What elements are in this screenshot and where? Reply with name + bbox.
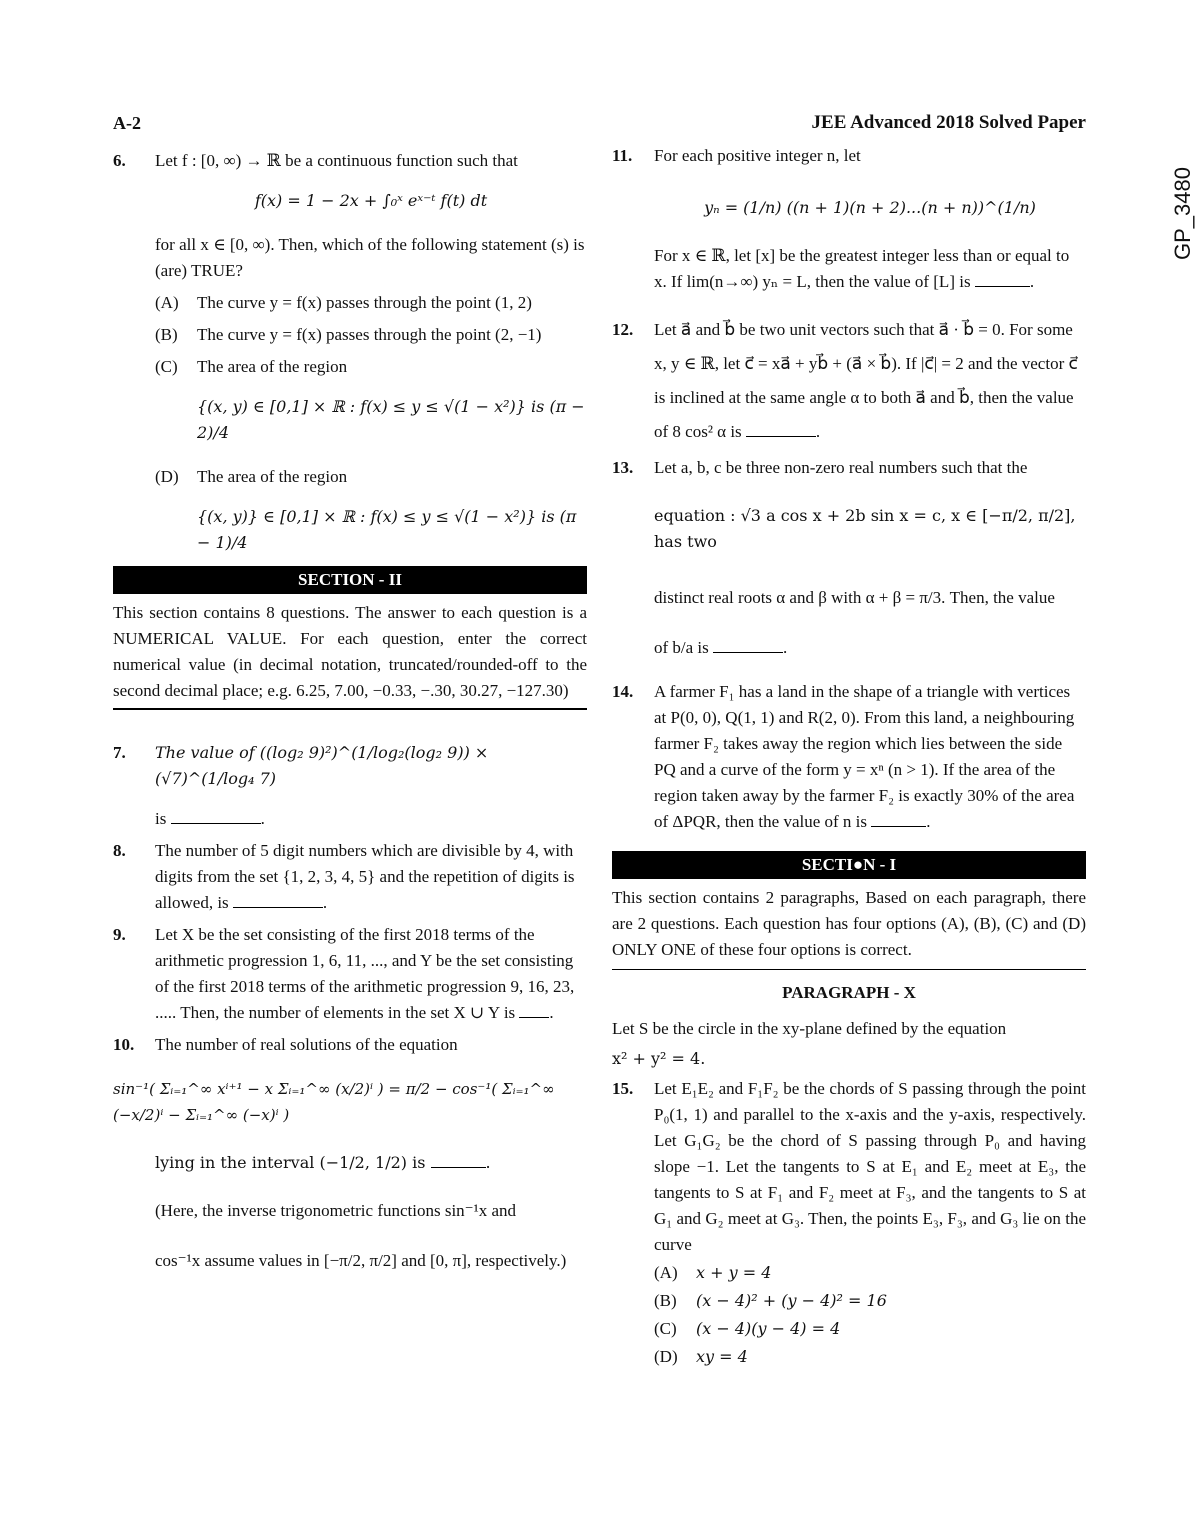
question-text: A farmer F₁ has a land in the shape of a triangle with vertices at P(0, 0), Q(1, 1) and R(2, 0). From this land, a neighbouring farmer F₂ takes away the region which lies between the side PQ and a curve of the form y = xⁿ (n > 1). If the area of the region taken away by the farmer F₂ is exactly 30% of the area of ΔPQR, then the value of n is [654,682,1075,831]
option-text: (x − 4)² + (y − 4)² = 16 [696,1291,887,1310]
answer-blank [871,812,926,827]
question-10 [113,1032,587,1058]
question-7 [113,740,587,832]
question-text: The number of real solutions of the equation [155,1035,458,1054]
note-line: (Here, the inverse trigonometric functions sin⁻¹x and [155,1201,517,1220]
question-13 [612,455,1086,661]
option-text: The curve y = f(x) passes through the point (1, 2) [197,293,532,312]
interval-text: lying in the interval (−1/2, 1/2) is . [155,1153,491,1172]
question-10-continuation [113,1150,587,1274]
option-label: (C) [654,1319,677,1338]
note-line: cos⁻¹x assume values in [−π/2, π/2] and [0, π], respectively.) [155,1251,567,1270]
question-number: 11. [612,146,633,165]
equation: f(x) = 1 − 2x + ∫₀ˣ eˣ⁻ᵗ f(t) dt [254,191,488,210]
answer-blank [171,809,261,824]
option-text: xy = 4 [696,1347,748,1366]
option-c [155,354,587,446]
question-15 [612,1076,1086,1370]
option-label: (C) [155,357,178,376]
region-expression: {(x, y) ∈ [0,1] × ℝ : f(x) ≤ y ≤ √(1 − x²)} is (π − 2)/4 [197,397,585,442]
option-d [654,1344,1086,1370]
question-text: Let X be the set consisting of the first 2018 terms of the arithmetic progression 1, 6, 11, ..., and Y be the set consisting of the first 2018 terms of the arithmetic progression 9, 16, 23, ..... Then, the number of elements in the set X ∪ Y is [155,925,575,1022]
answer-line: is . [155,809,265,828]
interval-label: lying in the interval (−1/2, 1/2) is [155,1153,426,1172]
paragraph-text: Let S be the circle in the xy-plane defined by the equation [612,1019,1007,1038]
question-number: 10. [113,1035,135,1054]
option-label: (D) [654,1347,678,1366]
question-stem: Let a, b, c be three non-zero real numbers such that the [654,458,1028,477]
option-a [155,290,587,316]
option-b [155,322,587,348]
option-text: The area of the region [197,357,348,376]
section-heading: SECTI●N - I [612,851,1086,879]
document-code: GP_3480 [1170,167,1195,260]
option-text: The area of the region [197,467,348,486]
right-column [612,143,1086,1376]
answer-blank [713,638,783,653]
page-number: A-2 [113,113,141,133]
question-number: 13. [612,458,634,477]
question-stem: For each positive integer n, let [654,146,861,165]
left-column [113,148,587,1274]
option-label: (A) [654,1263,678,1282]
option-b [654,1288,1086,1314]
answer-blank [431,1153,486,1168]
question-number: 15. [612,1079,634,1098]
question-text: The number of 5 digit numbers which are divisible by 4, with digits from the set {1, 2, 3, 4, 5} and the repetition of digits is allowed, is [155,841,575,912]
paragraph-equation: x² + y² = 4. [612,1049,706,1068]
question-12: 12. Let a⃗ and b⃗ be two unit vectors such that a⃗ · b⃗ = 0. For some x, y ∈ ℝ, let c⃗ = xa⃗ + yb⃗ + (a⃗ × b⃗). If |c⃗| = 2 and the vector c⃗ is inclined at the same angle α to both a⃗ and b⃗, then the value of 8 cos² α is . [612,313,1086,449]
section-heading: SECTION - II [113,566,587,594]
question-number: 6. [113,151,126,170]
question-text: of b/a is [654,638,709,657]
option-d [155,464,587,556]
question-number: 8. [113,841,126,860]
option-label: (B) [155,325,178,344]
region-expression: {(x, y)} ∈ [0,1] × ℝ : f(x) ≤ y ≤ √(1 − x²)} is (π − 1)/4 [197,507,577,552]
answer-blank [746,422,816,437]
answer-blank [233,893,323,908]
question-text: for all x ∈ [0, ∞). Then, which of the following statement (s) is (are) TRUE? [155,235,585,280]
question-number: 12. [612,320,634,339]
section-instructions: This section contains 8 questions. The answer to each question is a NUMERICAL VALUE. For each question, enter the correct numerical value (in decimal notation, truncated/rounded-off to the second decimal place; e.g. 6.25, 7.00, −0.33, −.30, 30.27, −127.30) [113,600,587,710]
question-14: 14. A farmer F₁ has a land in the shape of a triangle with vertices at P(0, 0), Q(1, 1) and R(2, 0). From this land, a neighbouring farmer F₂ takes away the region which lies between the side PQ and a curve of the form y = xⁿ (n > 1). If the area of the region taken away by the farmer F₂ is exactly 30% of the area of ΔPQR, then the value of n is . [612,679,1086,835]
option-label: (A) [155,293,179,312]
paragraph-title: PARAGRAPH - X [782,983,916,1002]
option-text: x + y = 4 [696,1263,772,1282]
option-label: (B) [654,1291,677,1310]
question-text: distinct real roots α and β with α + β = π/3. Then, the value [654,588,1055,607]
question-stem: Let f : [0, ∞) → ℝ be a continuous function such that [155,151,518,170]
option-text: (x − 4)(y − 4) = 4 [696,1319,841,1338]
question-text: is [155,809,167,828]
equation: equation : √3 a cos x + 2b sin x = c, x ∈ [−π/2, π/2], has two [654,506,1076,551]
question-text: Let E₁E₂ and F₁F₂ be the chords of S passing through the point P₀(1, 1) and parallel to the x-axis and the y-axis, respectively. Let G₁G₂ be the chord of S passing through P₀ and having slope −1. Let the tangents to S at E₁ and E₂ meet at E₃, the tangents to S at F₁ and F₂ meet at F₃, and the tangents to S at G₁ and G₂ meet at G₃. Then, the points E₃, F₃, and G₃ lie on the curve [654,1079,1086,1254]
answer-line: of b/a is . [654,638,788,657]
question-number: 7. [113,743,126,762]
question-8: 8. The number of 5 digit numbers which are divisible by 4, with digits from the set {1, 2, 3, 4, 5} and the repetition of digits is allowed, is . [113,838,587,916]
option-label: (D) [155,467,179,486]
equation: sin⁻¹( Σᵢ₌₁^∞ xⁱ⁺¹ − x Σᵢ₌₁^∞ (x/2)ⁱ ) = π/2 − cos⁻¹( Σᵢ₌₁^∞ (−x/2)ⁱ − Σᵢ₌₁^∞ (−x)ⁱ ) [113,1080,555,1124]
question-text: For x ∈ ℝ, let [x] be the greatest integer less than or equal to x. If lim(n→∞) yₙ = L, then the value of [L] is . [654,246,1070,291]
equation: yₙ = (1/n) ((n + 1)(n + 2)...(n + n))^(1/n) [704,198,1036,217]
question-9: 9. Let X be the set consisting of the first 2018 terms of the arithmetic progression 1, 6, 11, ..., and Y be the set consisting of the first 2018 terms of the arithmetic progression 9, 16, 23, ..... Then, the number of elements in the set X ∪ Y is . [113,922,587,1026]
option-a [654,1260,1086,1286]
question-number: 14. [612,682,634,701]
question-text: The value of ((log₂ 9)²)^(1/log₂(log₂ 9)) × (√7)^(1/log₄ 7) [155,743,489,788]
question-text: Let a⃗ and b⃗ be two unit vectors such that a⃗ · b⃗ = 0. For some x, y ∈ ℝ, let c⃗ = xa⃗ + yb⃗ + (a⃗ × b⃗). If |c⃗| = 2 and the vector c⃗ is inclined at the same angle α to both a⃗ and b⃗, then the value of 8 cos² α is [654,320,1078,441]
answer-blank [975,272,1030,287]
answer-blank [519,1003,549,1018]
question-11 [612,143,1086,295]
paper-title: JEE Advanced 2018 Solved Paper [811,112,1086,133]
question-text-body: For x ∈ ℝ, let [x] be the greatest integer less than or equal to x. If lim(n→∞) yₙ = L, then the value of [L] is [654,246,1070,291]
section-instructions: This section contains 2 paragraphs, Based on each paragraph, there are 2 questions. Each question has four options (A), (B), (C) and (D) ONLY ONE of these four options is correct. [612,885,1086,970]
option-text: The curve y = f(x) passes through the point (2, −1) [197,325,542,344]
option-c [654,1316,1086,1342]
question-6 [113,148,587,556]
question-number: 9. [113,925,126,944]
